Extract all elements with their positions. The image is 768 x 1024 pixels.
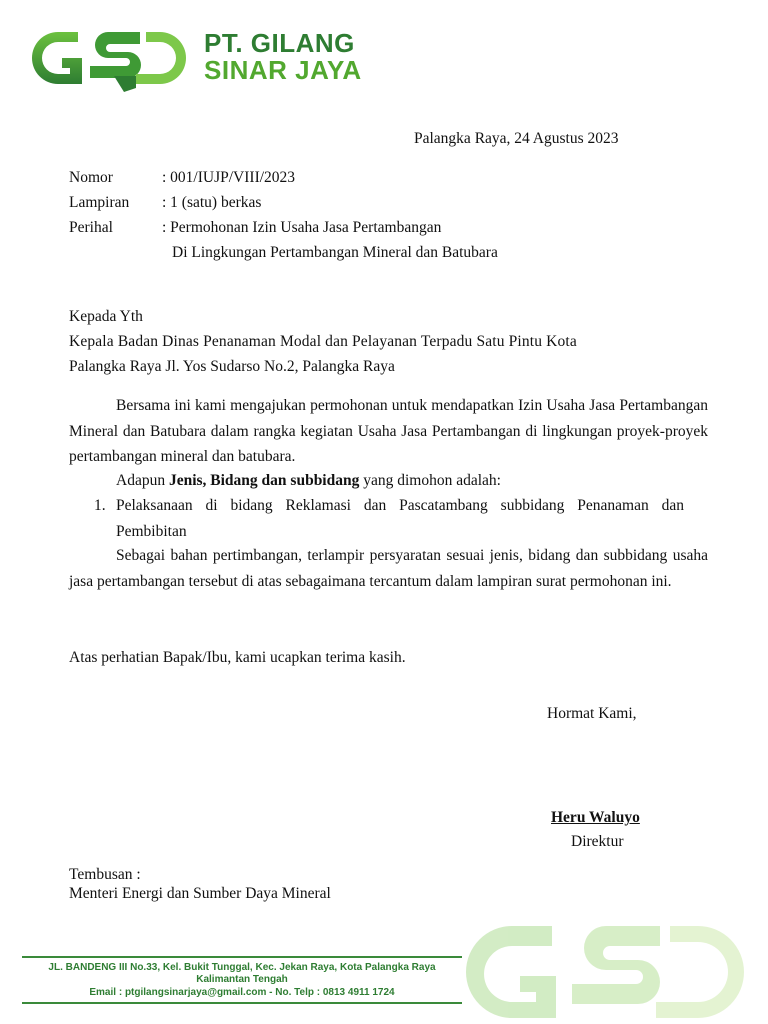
perihal-value-2: Di Lingkungan Pertambangan Mineral dan Batubara <box>172 244 498 261</box>
signatory-name <box>551 805 640 830</box>
signatory-title: Direktur <box>571 833 624 850</box>
nomor-label: Nomor <box>69 169 113 186</box>
company-logo <box>28 22 198 98</box>
company-name-line1: PT. GILANG <box>204 28 355 58</box>
letter-date: Palangka Raya, 24 Agustus 2023 <box>414 130 619 147</box>
perihal-label: Perihal <box>69 219 113 236</box>
company-name <box>204 30 362 84</box>
footer-contact: Email : ptgilangsinarjaya@gmail.com - No. Telp : 0813 4911 1724 <box>89 987 395 998</box>
footer-address-1: JL. BANDENG III No.33, Kel. Bukit Tunggal, Kec. Jekan Raya, Kota Palangka Raya <box>48 962 436 973</box>
body-paragraph-1: Bersama ini kami mengajukan permohonan untuk mendapatkan Izin Usaha Jasa Pertambangan Mineral dan Batubara dalam rangka kegiatan Usaha Jasa Pertambangan di lingkungan proyek-proyek pertambangan mineral dan batubara. <box>69 397 708 465</box>
body-paragraph-3: Sebagai bahan pertimbangan, terlampir persyaratan sesuai jenis, bidang dan subbidang usaha jasa pertambangan tersebut di atas sebagaimana tercantum dalam lampiran surat permohonan ini. <box>69 547 708 590</box>
signatory-name-text: Heru Waluyo <box>551 809 640 826</box>
list-item: Pelaksanaan di bidang Reklamasi dan Pascatambang subbidang Penanaman dan Pembibitan <box>116 497 684 540</box>
recipient-line2: Kepala Badan Dinas Penanaman Modal dan Pelayanan Terpadu Satu Pintu Kota <box>69 333 577 350</box>
perihal-value-1: : Permohonan Izin Usaha Jasa Pertambangan <box>162 219 442 236</box>
para2-suffix: yang dimohon adalah: <box>359 472 501 489</box>
lampiran-value: : 1 (satu) berkas <box>162 194 262 211</box>
footer-bottom-rule <box>22 1002 462 1004</box>
body-paragraph-2 <box>116 468 501 493</box>
signature-salutation: Hormat Kami, <box>547 705 637 722</box>
cc-recipient: Menteri Energi dan Sumber Daya Mineral <box>69 885 331 902</box>
para2-prefix: Adapun <box>116 472 169 489</box>
logo-watermark <box>460 918 768 1024</box>
company-name-line2: SINAR JAYA <box>204 55 362 85</box>
lampiran-label: Lampiran <box>69 194 130 211</box>
recipient-greeting: Kepada Yth <box>69 308 143 325</box>
nomor-value: : 001/IUJP/VIII/2023 <box>162 169 296 186</box>
closing-sentence: Atas perhatian Bapak/Ibu, kami ucapkan terima kasih. <box>69 649 406 666</box>
footer-address-2: Kalimantan Tengah <box>196 974 288 985</box>
cc-label: Tembusan : <box>69 866 141 883</box>
footer-top-rule <box>22 956 462 958</box>
recipient-address: Palangka Raya Jl. Yos Sudarso No.2, Palangka Raya <box>69 358 395 375</box>
para2-bold: Jenis, Bidang dan subbidang <box>168 472 360 489</box>
list-number: 1. <box>94 497 106 514</box>
